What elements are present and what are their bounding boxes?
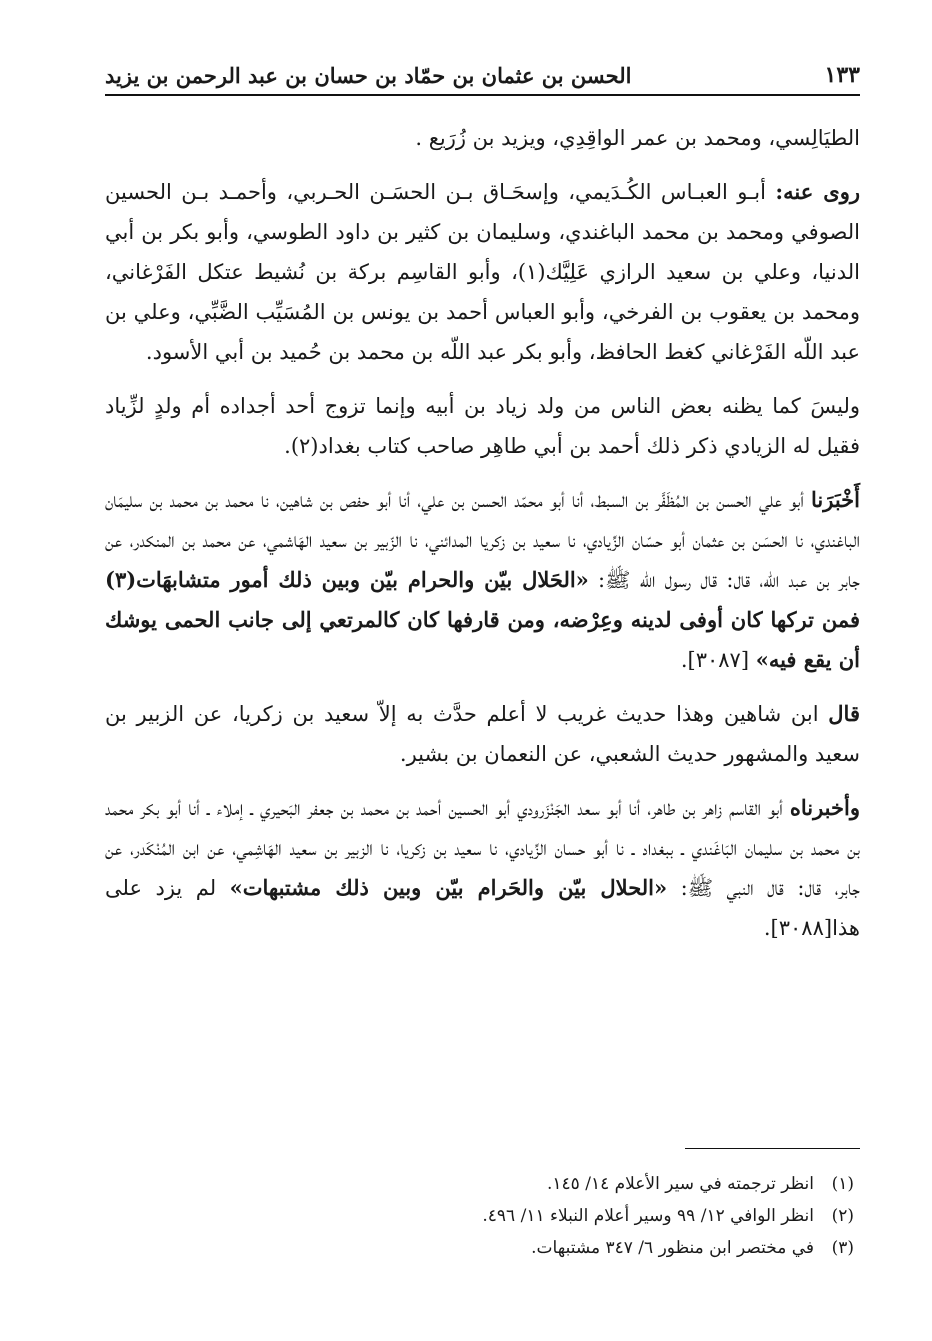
footnotes: [105, 1168, 854, 1264]
footnote-text: في مختصر ابن منظور ٦/ ٣٤٧ مشتبهات.: [531, 1238, 814, 1258]
paragraph-lead: وأخبرناه: [789, 795, 860, 820]
paragraph-lead: قال: [828, 701, 860, 726]
paragraph-text: الطيَالِسي، ومحمد بن عمر الواقِدِي، ويزيد بن زُرَيع .: [415, 126, 860, 150]
footnote-text: انظر ترجمته في سير الأعلام ١٤/ ١٤٥.: [547, 1174, 814, 1194]
footnote-number: (١): [831, 1174, 854, 1194]
paragraph-tail: لم يزد على هذا[٣٠٨٨].: [105, 876, 860, 940]
paragraph-text: أبـو العبـاس الكُـدَيمي، وإسحَـاق بـن الحسَـن الحـربي، وأحمـد بـن الحسين الصوفي ومحمد بن محمد الباغندي، وسليمان بن كثير بن داود الطوسي، وأبو بكر بن أبي الدنيا، وعلي بن سعيد الرازي عَلِيَّك(١)، وأبو القاسِم بركة بن نُشيط عتكل الفَرْغاني، ومحمد بن يعقوب بن الفرخي، وأبو العباس أحمد بن يونس بن المُسَيِّب الضَّبِّي، وعلي بن عبد اللّه الفَرْغاني كغط الحافظ، وأبو بكر عبد اللّه بن محمد بن حُميد بن أبي الأسود.: [105, 180, 860, 364]
footnote: [105, 1168, 854, 1200]
footnote: [105, 1232, 854, 1264]
paragraph-lead: أَخْبَرَنا: [811, 487, 860, 512]
paragraph-lead: روى عنه:: [775, 179, 860, 204]
paragraph-text: أبو القاسم زاهر بن طاهر، أنا أبو سعد الجَنْزَرودي أبو الحسين أحمد بن محمد بن جعفر البَحيري ـ إملاء ـ أنا أبو بكر محمد بن محمد بن سليمان البَاغَندي ـ ببغداد ـ نا أبو حسان الزِّيادي، نا سعيد بن زكريا، نا الزبير بن سعيد الهَاشِمي، عن ابن المُنْكَدر، عن جابر، قال: قال النبي ﷺ:: [105, 796, 860, 900]
paragraph-tail: [٣٠٨٧].: [680, 648, 750, 672]
footnote: [105, 1200, 854, 1232]
paragraph: [105, 172, 860, 372]
paragraph: [105, 788, 860, 948]
footnote-rule: [685, 1148, 860, 1149]
paragraph-text: أبو علي الحسن بن المُظَفَّر بن السبط، أنا أبو محمّد الحسن بن علي، أنا أبو حفص بن شاهين، نا محمد بن محمد بن سليمَان الباغندي، نا الحسَن بن عثمان أبو حسّان الزِّيادي، نا سعيد بن زكريا المدائني، نا الزّبير بن سعيد الهَاشمي، عن محمد بن المنكدر، عن جابر بن عبد اللّه، قال: قال رسول الله ﷺ:: [105, 488, 860, 592]
paragraph-text: وليسَ كما يظنه بعض الناس من ولد زياد بن أبيه وإنما تزوج أحد أجداده أم ولدٍ لزِّياد فقيل له الزيادي ذكر ذلك أحمد بن أبي طاهِر صاحب كتاب بغداد(٢).: [105, 394, 860, 458]
footnote-number: (٢): [831, 1206, 854, 1226]
main-text: [105, 118, 860, 962]
hadith-quote: «الحَلال بيّن والحرام بيّن وبين ذلك أمور متشابهَات(٣) فمن تركها كان أوفى لدينه وعِرْضه، ومن قارفها كان كالمرتعي إلى جانب الحمى يوشك أن يقع فيه»: [105, 567, 860, 672]
footnote-text: انظر الوافي ١٢/ ٩٩ وسير أعلام النبلاء ١١/ ٤٩٦.: [482, 1206, 814, 1226]
page-header: [105, 58, 860, 92]
paragraph: [105, 480, 860, 680]
paragraph: [105, 694, 860, 774]
footnote-number: (٣): [831, 1238, 854, 1258]
header-rule: [105, 94, 860, 96]
hadith-quote: «الحلال بيّن والحَرام بيّن وبين ذلك مشتبهات»: [229, 875, 668, 900]
page-number: ١٣٣: [824, 62, 860, 88]
paragraph: [105, 118, 860, 158]
running-title: الحسن بن عثمان بن حمّاد بن حسان بن عبد الرحمن بن يزيد: [105, 62, 632, 88]
paragraph: [105, 386, 860, 466]
paragraph-text: ابن شاهين وهذا حديث غريب لا أعلم حدَّث به إلاّ سعيد بن زكريا، عن الزبير بن سعيد والمشهور حديث الشعبي، عن النعمان بن بشير.: [105, 702, 860, 766]
